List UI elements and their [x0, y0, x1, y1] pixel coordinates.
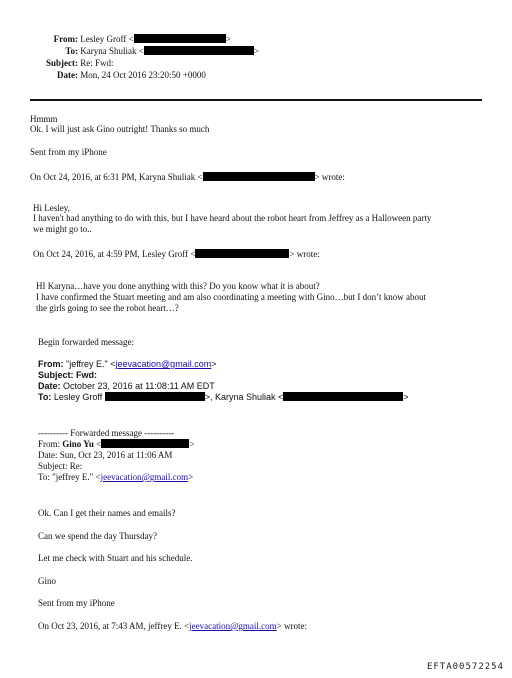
forward2-from-label: From:: [38, 439, 61, 449]
header-to-name: Karyna Shuliak <: [80, 46, 144, 56]
reply2-greeting: Hi Lesley,: [33, 203, 70, 213]
forward2-from-open: <: [93, 439, 102, 449]
forward1-to-row: [38, 392, 409, 403]
forward1-date-value: October 23, 2016 at 11:08:11 AM EDT: [63, 381, 215, 391]
header-date-value: Mon, 24 Oct 2016 23:20:50 +0000: [80, 70, 206, 80]
body-attrib-pre: On Oct 23, 2016, at 7:43 AM, jeffrey E. <: [38, 621, 190, 631]
redaction-box: [101, 439, 189, 448]
forward1-from-close: >: [211, 359, 217, 369]
forward1-from-value: "jeffrey E." <: [66, 359, 116, 369]
header-to-label: To:: [65, 46, 78, 56]
forward2-from-close: >: [189, 439, 195, 449]
header-divider: [30, 99, 482, 101]
forward1-subject-row: [38, 370, 97, 381]
header-from-name: Lesley Groff <: [80, 34, 134, 44]
reply2-attrib-pre: On Oct 24, 2016, at 4:59 PM, Lesley Groff <: [33, 249, 196, 259]
body-line1: Ok. Can I get their names and emails?: [38, 508, 176, 518]
reply3-line1: HI Karyna…have you done anything with this? Do you know what it is about?: [36, 281, 320, 291]
forward2-divider: ---------- Forwarded message ----------: [38, 428, 175, 438]
reply1-attrib-post: > wrote:: [314, 172, 345, 182]
header-from-row: [20, 34, 231, 45]
reply1-attribution: [30, 172, 345, 183]
forward2-to-close: >: [188, 472, 194, 482]
reply1-line2: Ok. I will just ask Gino outright! Thanks so much: [30, 124, 210, 134]
reply2-line1: I haven't had anything to do with this, but I have heard about the robot heart from Jeffrey as a Halloween party: [33, 213, 432, 223]
reply2-attrib-post: > wrote:: [289, 249, 320, 259]
forward2-date: Date: Sun, Oct 23, 2016 at 11:06 AM: [38, 450, 173, 460]
forward1-intro: Begin forwarded message:: [38, 337, 134, 347]
forward1-to-name: Lesley Groff: [53, 392, 103, 402]
forward1-to-label: To:: [38, 392, 52, 402]
body-attrib-email-link[interactable]: jeevacation@gmail.com: [189, 621, 277, 631]
body-line2: Can we spend the day Thursday?: [38, 531, 158, 541]
forward2-to-pre: To: "jeffrey E." <: [38, 472, 101, 482]
forward1-from-row: [38, 359, 216, 370]
forward1-from-label: From:: [38, 359, 64, 369]
body-attrib-post: > wrote:: [276, 621, 307, 631]
forward2-from-name: Gino Yu: [62, 439, 94, 449]
header-subject-label: Subject:: [46, 58, 78, 68]
header-from-label: From:: [53, 34, 78, 44]
redaction-box: [283, 392, 403, 401]
reply2-line2: we might go to..: [33, 224, 92, 234]
body-line3: Let me check with Stuart and his schedule.: [38, 553, 193, 563]
redaction-box: [203, 172, 315, 181]
reply1-line1: Hmmm: [30, 114, 58, 124]
redaction-box: [144, 46, 254, 55]
reply3-line3: the girls going to see the robot heart…?: [36, 303, 179, 313]
forward1-to-mid: >, Karyna Shuliak <: [204, 392, 284, 402]
body-line5: Sent from my iPhone: [38, 598, 115, 608]
forward1-to-close: >: [403, 392, 409, 402]
body-attribution: [38, 621, 307, 632]
forward1-subject-value: Fwd:: [76, 370, 98, 380]
reply1-attrib-pre: On Oct 24, 2016, at 6:31 PM, Karyna Shuliak <: [30, 172, 203, 182]
body-line4: Gino: [38, 576, 56, 586]
reply2-attribution: [33, 249, 320, 260]
header-to-close: >: [253, 46, 259, 56]
redaction-box: [105, 392, 205, 401]
header-to-row: [20, 46, 259, 57]
forward1-from-email-link[interactable]: jeevacation@gmail.com: [115, 359, 212, 369]
header-subject-value: Re: Fwd:: [80, 58, 114, 68]
forward2-to-email-link[interactable]: jeevacation@gmail.com: [100, 472, 189, 482]
header-from-close: >: [225, 34, 231, 44]
forward1-subject-label: Subject:: [38, 370, 74, 380]
forward2-to-row: [38, 472, 193, 483]
redaction-box: [195, 249, 289, 258]
reply1-signature: Sent from my iPhone: [30, 147, 107, 157]
header-subject-row: [20, 58, 114, 69]
forward2-subject: Subject: Re:: [38, 461, 83, 471]
forward1-date-label: Date:: [38, 381, 61, 391]
reply3-line2: I have confirmed the Stuart meeting and am also coordinating a meeting with Gino…but I don’t know about: [36, 292, 426, 302]
forward2-from-row: [38, 439, 194, 450]
document-id: EFTA00572254: [426, 662, 504, 672]
forward1-date-row: [38, 381, 215, 392]
header-date-label: Date:: [57, 70, 78, 80]
redaction-box: [134, 34, 226, 43]
header-date-row: [20, 70, 206, 81]
